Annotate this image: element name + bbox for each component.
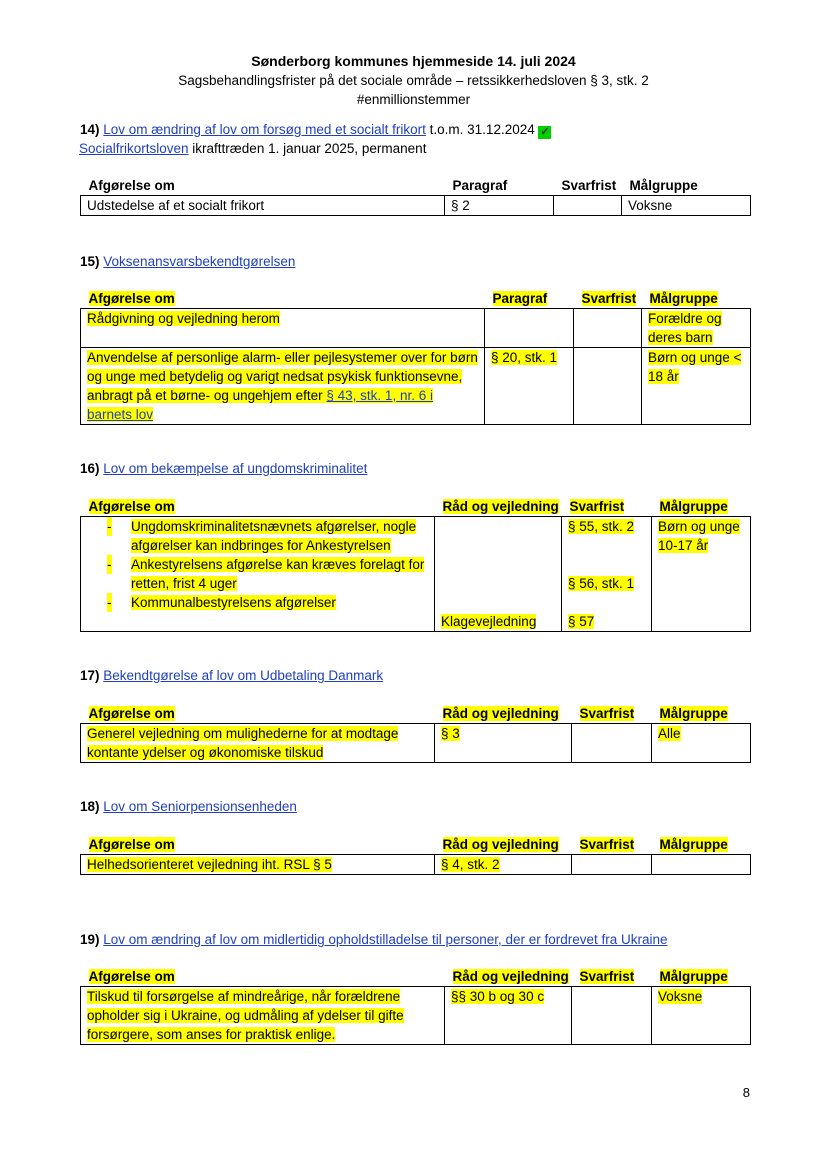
table-section-15 xyxy=(80,289,751,425)
list-item: - Kommunalbestyrelsens afgørelser xyxy=(107,595,336,610)
law-link-voksenansvar[interactable]: Voksenansvarsbekendtgørelsen xyxy=(103,254,296,269)
page-subtitle: Sagsbehandlingsfrister på det sociale område – retssikkerhedsloven § 3, stk. 2 xyxy=(178,73,649,88)
table-row xyxy=(81,196,751,216)
col-header: Målgruppe xyxy=(659,837,728,852)
cell-afgoerelse: Udstedelse af et socialt frikort xyxy=(81,196,445,216)
col-header: Afgørelse om xyxy=(88,706,175,721)
section-14-heading xyxy=(80,120,551,158)
law-link-udbetaling-danmark[interactable]: Bekendtgørelse af lov om Udbetaling Danmark xyxy=(103,668,384,683)
table-section-18 xyxy=(80,835,751,875)
cell-maalgruppe: Voksne xyxy=(622,196,751,216)
section-number: 16) xyxy=(80,461,100,476)
checkmark-icon: ✓ xyxy=(540,126,550,138)
section-18-heading xyxy=(80,797,297,816)
cell-raad: Klagevejledning xyxy=(435,517,562,632)
section-16-heading xyxy=(80,459,367,478)
law-link-socialfrikortsloven[interactable]: Socialfrikortsloven xyxy=(79,141,189,156)
col-header: Svarfrist xyxy=(581,291,637,306)
col-header: Svarfrist xyxy=(579,837,635,852)
law-link-ukraine[interactable]: Lov om ændring af lov om midlertidig opholdstilladelse til personer, der er fordrevet fra Ukraine xyxy=(103,932,668,947)
cell-maalgruppe: Børn og unge < 18 år xyxy=(648,350,742,384)
cell-afgoerelse: Generel vejledning om mulighederne for at modtage kontante ydelser og økonomiske tilskud xyxy=(87,726,399,760)
list-item: - Ankestyrelsens afgørelse kan kræves forelagt for retten, frist 4 uger xyxy=(107,557,425,591)
cell-maalgruppe: Alle xyxy=(658,726,681,741)
section-14-validity: t.o.m. 31.12.2024 xyxy=(425,122,539,137)
cell-afgoerelse: Anvendelse af personlige alarm- eller pejlesystemer over for børn og unge med betydelig og varigt nedsat psykisk funktionsevne, anbragt på et børne- og ungehjem efter § 43, stk. 1, nr. 6 i barnets lov xyxy=(87,350,478,422)
cell-svarfrist: § 55, stk. 2 § 56, stk. 1 § 57 xyxy=(562,517,652,632)
col-header: Afgørelse om xyxy=(88,837,175,852)
table-row xyxy=(81,309,751,348)
col-header: Råd og vejledning xyxy=(452,969,569,984)
table-section-17 xyxy=(80,704,751,763)
cell-maalgruppe: Voksne xyxy=(658,989,703,1004)
section-number: 14) xyxy=(80,122,100,137)
col-header: Målgruppe xyxy=(622,176,751,196)
section-number: 17) xyxy=(80,668,100,683)
table-row xyxy=(81,987,751,1045)
col-header: Afgørelse om xyxy=(88,969,175,984)
cell-afgoerelse: Tilskud til forsørgelse af mindreårige, når forældrene opholder sig i Ukraine, og udmåling af ydelser til gifte forsørgere, som anses for praktisk enlige. xyxy=(87,989,404,1042)
page-header xyxy=(0,52,827,109)
cell-svarfrist xyxy=(572,724,652,763)
cell-svarfrist xyxy=(572,855,652,875)
table-row xyxy=(81,348,751,425)
page-number: 8 xyxy=(742,1085,750,1100)
col-header: Svarfrist xyxy=(579,706,635,721)
table-section-16 xyxy=(80,497,751,632)
cell-paragraf: §§ 30 b og 30 c xyxy=(451,989,545,1004)
table-row xyxy=(81,855,751,875)
table-section-19 xyxy=(80,967,751,1045)
cell-paragraf: § 4, stk. 2 xyxy=(441,857,500,872)
col-header: Svarfrist xyxy=(554,176,622,196)
section-15-heading xyxy=(80,252,295,271)
cell-maalgruppe xyxy=(652,855,751,875)
cell-svarfrist xyxy=(574,348,642,425)
col-header: Svarfrist xyxy=(579,969,635,984)
cell-svarfrist xyxy=(574,309,642,348)
col-header: Afgørelse om xyxy=(88,291,175,306)
cell-afgoerelse: Helhedsorienteret vejledning iht. RSL § 5 xyxy=(87,857,332,872)
col-header: Råd og vejledning xyxy=(442,706,559,721)
col-header: Afgørelse om xyxy=(81,176,445,196)
table-row xyxy=(81,517,751,632)
table-row xyxy=(81,724,751,763)
col-header: Målgruppe xyxy=(649,291,718,306)
col-header: Paragraf xyxy=(445,176,554,196)
cell-maalgruppe: Forældre og deres barn xyxy=(648,311,722,345)
law-link-ungdomskriminalitet[interactable]: Lov om bekæmpelse af ungdomskriminalitet xyxy=(103,461,368,476)
cell-paragraf: § 20, stk. 1 xyxy=(491,350,558,365)
col-header: Paragraf xyxy=(492,291,548,306)
section-14-effective: ikrafttræden 1. januar 2025, permanent xyxy=(188,141,427,156)
col-header: Råd og vejledning xyxy=(442,499,559,514)
section-number: 15) xyxy=(80,254,100,269)
hashtag: #enmillionstemmer xyxy=(356,92,471,107)
cell-maalgruppe: Børn og unge 10-17 år xyxy=(658,519,740,553)
col-header: Råd og vejledning xyxy=(442,837,559,852)
list-item: - Ungdomskriminalitetsnævnets afgørelser, nogle afgørelser kan indbringes for Ankestyrelsen xyxy=(107,519,417,553)
table-section-14 xyxy=(80,176,751,216)
section-17-heading xyxy=(80,666,383,685)
cell-svarfrist xyxy=(572,987,652,1045)
decision-list xyxy=(81,517,428,612)
col-header: Målgruppe xyxy=(659,706,728,721)
section-number: 18) xyxy=(80,799,100,814)
law-link-seniorpension[interactable]: Lov om Seniorpensionsenheden xyxy=(103,799,297,814)
cell-svarfrist xyxy=(554,196,622,216)
col-header: Målgruppe xyxy=(659,499,728,514)
cell-paragraf: § 2 xyxy=(445,196,554,216)
section-number: 19) xyxy=(80,932,100,947)
col-header: Afgørelse om xyxy=(88,499,175,514)
col-header: Målgruppe xyxy=(659,969,728,984)
law-link-barnets-lov[interactable]: § 43, stk. 1, nr. 6 i barnets lov xyxy=(87,388,433,422)
cell-paragraf: § 3 xyxy=(441,726,460,741)
cell-afgoerelse: Rådgivning og vejledning herom xyxy=(87,311,280,326)
cell-paragraf xyxy=(485,309,574,348)
page-title: Sønderborg kommunes hjemmeside 14. juli 2024 xyxy=(251,53,576,69)
col-header: Svarfrist xyxy=(569,499,625,514)
law-link-socialt-frikort[interactable]: Lov om ændring af lov om forsøg med et socialt frikort xyxy=(103,122,426,137)
section-19-heading xyxy=(80,930,668,949)
